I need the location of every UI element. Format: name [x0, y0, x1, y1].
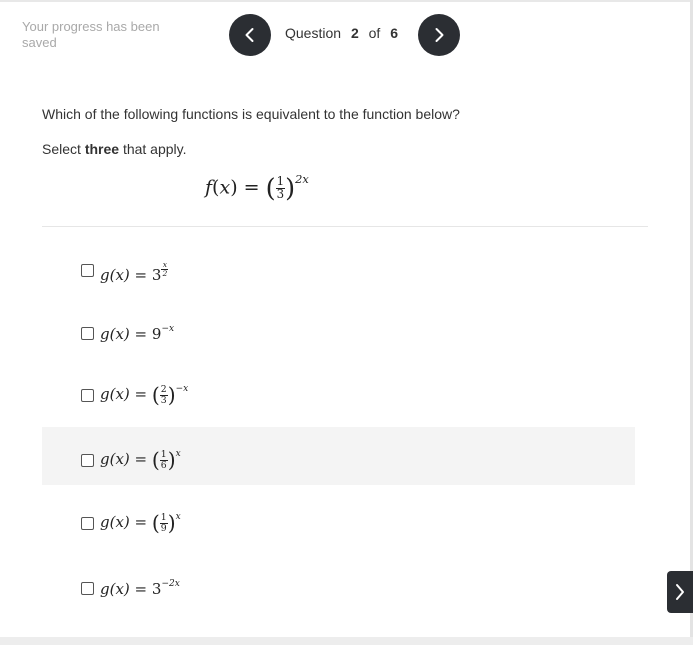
- instruction-count: three: [84, 141, 120, 157]
- of-label: of: [368, 25, 381, 41]
- bottom-border: [0, 637, 693, 645]
- next-question-button[interactable]: [418, 14, 460, 56]
- answer-option-b[interactable]: [42, 305, 635, 363]
- answer-option-f[interactable]: [42, 560, 635, 618]
- current-question-number: 2: [350, 25, 359, 41]
- previous-question-button[interactable]: [229, 14, 271, 56]
- option-f-checkbox[interactable]: [81, 582, 94, 595]
- option-c-expression: g(x) = ( $\frac{2}{3}$ )$^{-x}$: [100, 383, 189, 407]
- side-panel-toggle-button[interactable]: [667, 571, 693, 613]
- question-label: Question: [285, 25, 342, 41]
- question-prompt: Which of the following functions is equivalent to the function below?: [42, 106, 460, 122]
- given-function: f(x) = ( $\frac{1}{3}$ )$^{2x}$: [205, 172, 309, 204]
- option-a-checkbox[interactable]: [81, 264, 94, 277]
- option-b-expression: $g(x) = 9^{-x}$: [100, 324, 175, 344]
- answer-option-d[interactable]: [42, 427, 635, 485]
- option-d-checkbox[interactable]: [81, 454, 94, 467]
- option-a-expression: g(x) = 3 $^{\frac{x}{2}}$: [100, 260, 168, 284]
- function-base-fraction: $\frac{1}{3}$: [276, 173, 285, 201]
- divider: [42, 226, 648, 227]
- chevron-left-icon: [241, 26, 259, 44]
- answer-option-a[interactable]: [42, 242, 635, 300]
- total-questions-number: 6: [390, 25, 398, 41]
- answer-option-c[interactable]: [42, 367, 635, 425]
- option-f-expression: $g(x) = 3^{-2x}$: [100, 579, 180, 599]
- option-c-checkbox[interactable]: [81, 389, 94, 402]
- chevron-right-icon: [430, 26, 448, 44]
- question-instruction: [42, 141, 187, 157]
- question-counter: [285, 25, 404, 41]
- instruction-suffix: that apply.: [122, 141, 187, 157]
- function-exponent: 2x: [295, 172, 309, 186]
- function-variable: x: [219, 176, 231, 199]
- option-d-expression: g(x) = ( $\frac{1}{6}$ )$^x$: [100, 448, 181, 472]
- top-border: [0, 0, 693, 2]
- function-name: f: [205, 176, 213, 199]
- progress-saved-status: Your progress has been saved: [22, 19, 160, 50]
- instruction-prefix: Select: [42, 141, 81, 157]
- chevron-right-icon: [673, 583, 687, 601]
- option-e-expression: g(x) = ( $\frac{1}{9}$ )$^x$: [100, 511, 181, 535]
- option-e-checkbox[interactable]: [81, 517, 94, 530]
- answer-option-e[interactable]: [42, 495, 635, 553]
- option-b-checkbox[interactable]: [81, 327, 94, 340]
